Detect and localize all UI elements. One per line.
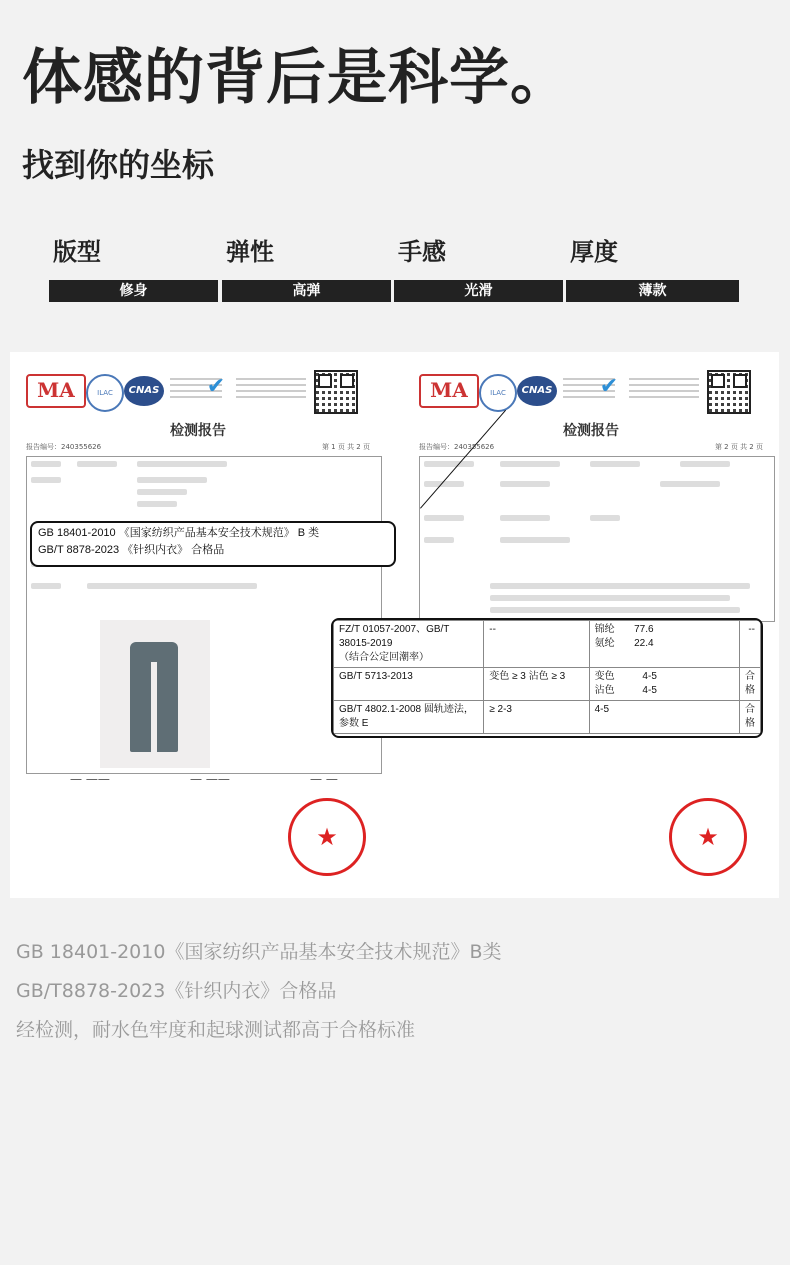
standard-line-2: GB/T 8878-2023 《针织内衣》 合格品 [38,544,225,556]
cnas-logo: CNAS [124,376,164,406]
leggings-image [130,642,178,752]
attribute-name: 厚度 [570,238,618,266]
report-table [419,456,775,622]
standard-callout [30,521,396,567]
seal-star-icon: ★ [316,823,338,851]
attribute-name: 手感 [398,238,446,266]
results-callout [331,618,763,738]
description-line-2: GB/T8878-2023《针织内衣》合格品 [16,980,337,1002]
attribute-value-bar: 修身 [49,280,218,302]
signature-reviewer: — —— [190,772,230,786]
signature-approver: — — [310,772,338,786]
report-title: 检测报告 [563,423,619,439]
attribute-elasticity [222,232,391,302]
qr-code-icon [707,370,751,414]
qr-code-icon [314,370,358,414]
report-logo-row [26,370,366,414]
report-number: 报告编号：240355626 [419,443,495,451]
official-seal-stamp [669,798,747,876]
table-row: FZ/T 01057-2007、GB/T 38015-2019 （结合公定回潮率） -- 锦纶 77.6 氨纶 22.4 -- [334,621,761,668]
report-page-number: 第 2 页 共 2 页 [714,443,763,451]
attribute-row [49,232,739,302]
attribute-touch [394,232,563,302]
report-logo-row [419,370,759,414]
cnas-logo: CNAS [517,376,557,406]
fine-print [236,378,306,408]
report-page-number: 第 1 页 共 2 页 [321,443,370,451]
attribute-name: 版型 [53,238,101,266]
garment-photo [100,620,210,768]
table-row: GB/T 5713-2013 变色 ≥ 3 沾色 ≥ 3 变色 4-5 沾色 4-5 合格 [334,668,761,701]
attribute-value-bar: 光滑 [394,280,563,302]
certification-shield-icon: ✔ [599,374,619,399]
description-line-1: GB 18401-2010《国家纺织产品基本安全技术规范》B类 [16,941,502,963]
standard-line-1: GB 18401-2010 《国家纺织产品基本安全技术规范》 B 类 [38,527,320,539]
cma-logo: MA [26,374,86,408]
report-title: 检测报告 [170,423,226,439]
attribute-fit [49,232,218,302]
official-seal-stamp [288,798,366,876]
results-table [333,620,761,734]
signature-author: — —— [70,772,110,786]
seal-star-icon: ★ [697,823,719,851]
cma-logo: MA [419,374,479,408]
attribute-thickness [566,232,739,302]
description-line-3: 经检测，耐水色牢度和起球测试都高于合格标准 [16,1019,416,1041]
page-title: 体感的背后是科学。 [22,43,571,113]
certification-shield-icon: ✔ [206,374,226,399]
fine-print [629,378,699,408]
ilac-mra-logo: ILAC [479,374,517,412]
page-subtitle: 找到你的坐标 [22,146,215,184]
ilac-mra-logo: ILAC [86,374,124,412]
report-page-1 [10,352,386,898]
table-row: GB/T 4802.1-2008 圆轨迹法，参数 E ≥ 2-3 4-5 合格 [334,701,761,734]
attribute-value-bar: 高弹 [222,280,391,302]
attribute-value-bar: 薄款 [566,280,739,302]
report-number: 报告编号：240355626 [26,443,102,451]
attribute-name: 弹性 [226,238,274,266]
